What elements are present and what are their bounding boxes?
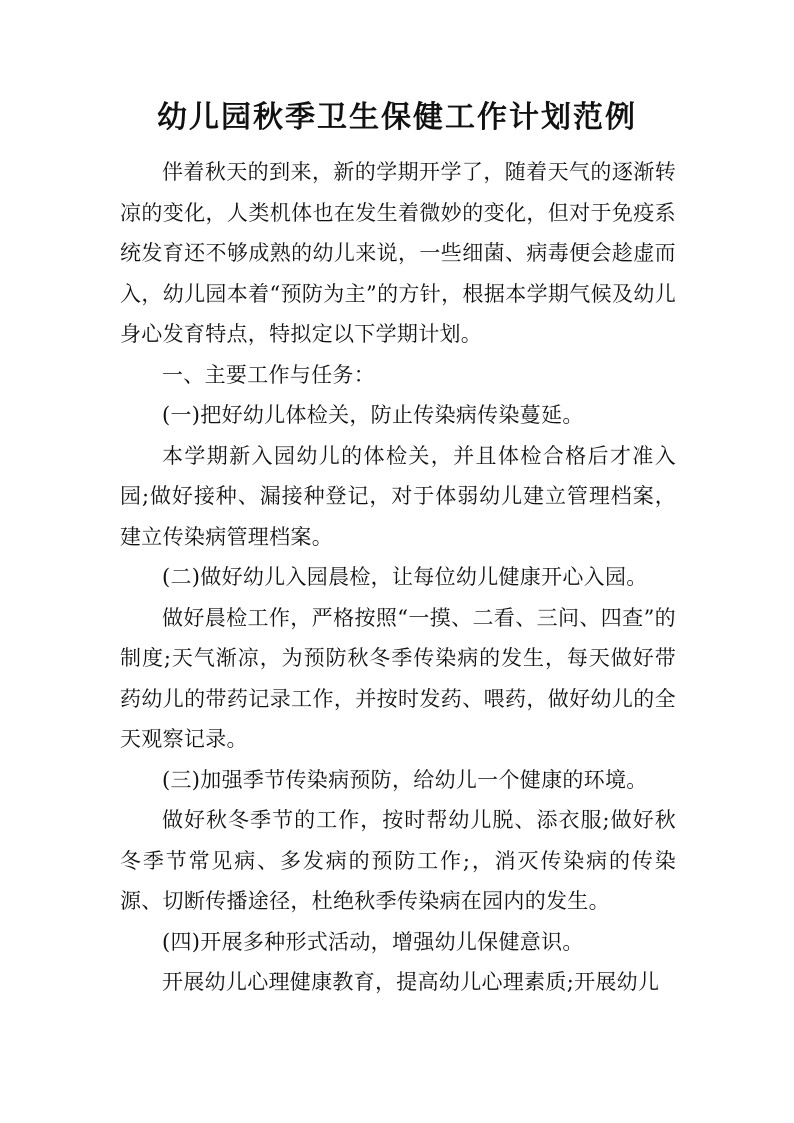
- subheading-health-check: (一)把好幼儿体检关，防止传染病传染蔓延。: [162, 403, 584, 427]
- document-body: [120, 152, 676, 1003]
- paragraph-intro: 伴着秋天的到来，新的学期开学了，随着天气的逐渐转凉的变化，人类机体也在发生着微妙的变化，但对于免疫系统发育还不够成熟的幼儿来说，一些细菌、病毒便会趁虚而入，幼儿园本着“预防为主”的方针，根据本学期气候及幼儿身心发育特点，特拟定以下学期计划。: [120, 160, 676, 346]
- paragraph-seasonal-prevention: 做好秋冬季节的工作，按时帮幼儿脱、添衣服;做好秋冬季节常见病、多发病的预防工作;，消灭传染病的传染源、切断传播途径，杜绝秋季传染病在园内的发生。: [120, 808, 676, 913]
- paragraph-health-check: 本学期新入园幼儿的体检关，并且体检合格后才准入园;做好接种、漏接种登记，对于体弱幼儿建立管理档案，建立传染病管理档案。: [120, 443, 676, 549]
- subheading-activities: (四)开展多种形式活动，增强幼儿保健意识。: [162, 929, 584, 954]
- subheading-morning-check: (二)做好幼儿入园晨检，让每位幼儿健康开心入园。: [162, 565, 648, 589]
- subheading-seasonal-prevention: (三)加强季节传染病预防，给幼儿一个健康的环境。: [162, 767, 648, 792]
- paragraph-morning-check: 做好晨检工作，严格按照“一摸、二看、三问、四查”的制度;天气渐凉，为预防秋冬季传染病的发生，每天做好带药幼儿的带药记录工作，并按时发药、喂药，做好幼儿的全天观察记录。: [120, 605, 676, 751]
- paragraph-activities: 开展幼儿心理健康教育，提高幼儿心理素质;开展幼儿: [162, 970, 660, 994]
- document-title: 幼儿园秋季卫生保健工作计划范例: [157, 100, 637, 135]
- section-heading-main-tasks: 一、主要工作与任务：: [162, 362, 375, 387]
